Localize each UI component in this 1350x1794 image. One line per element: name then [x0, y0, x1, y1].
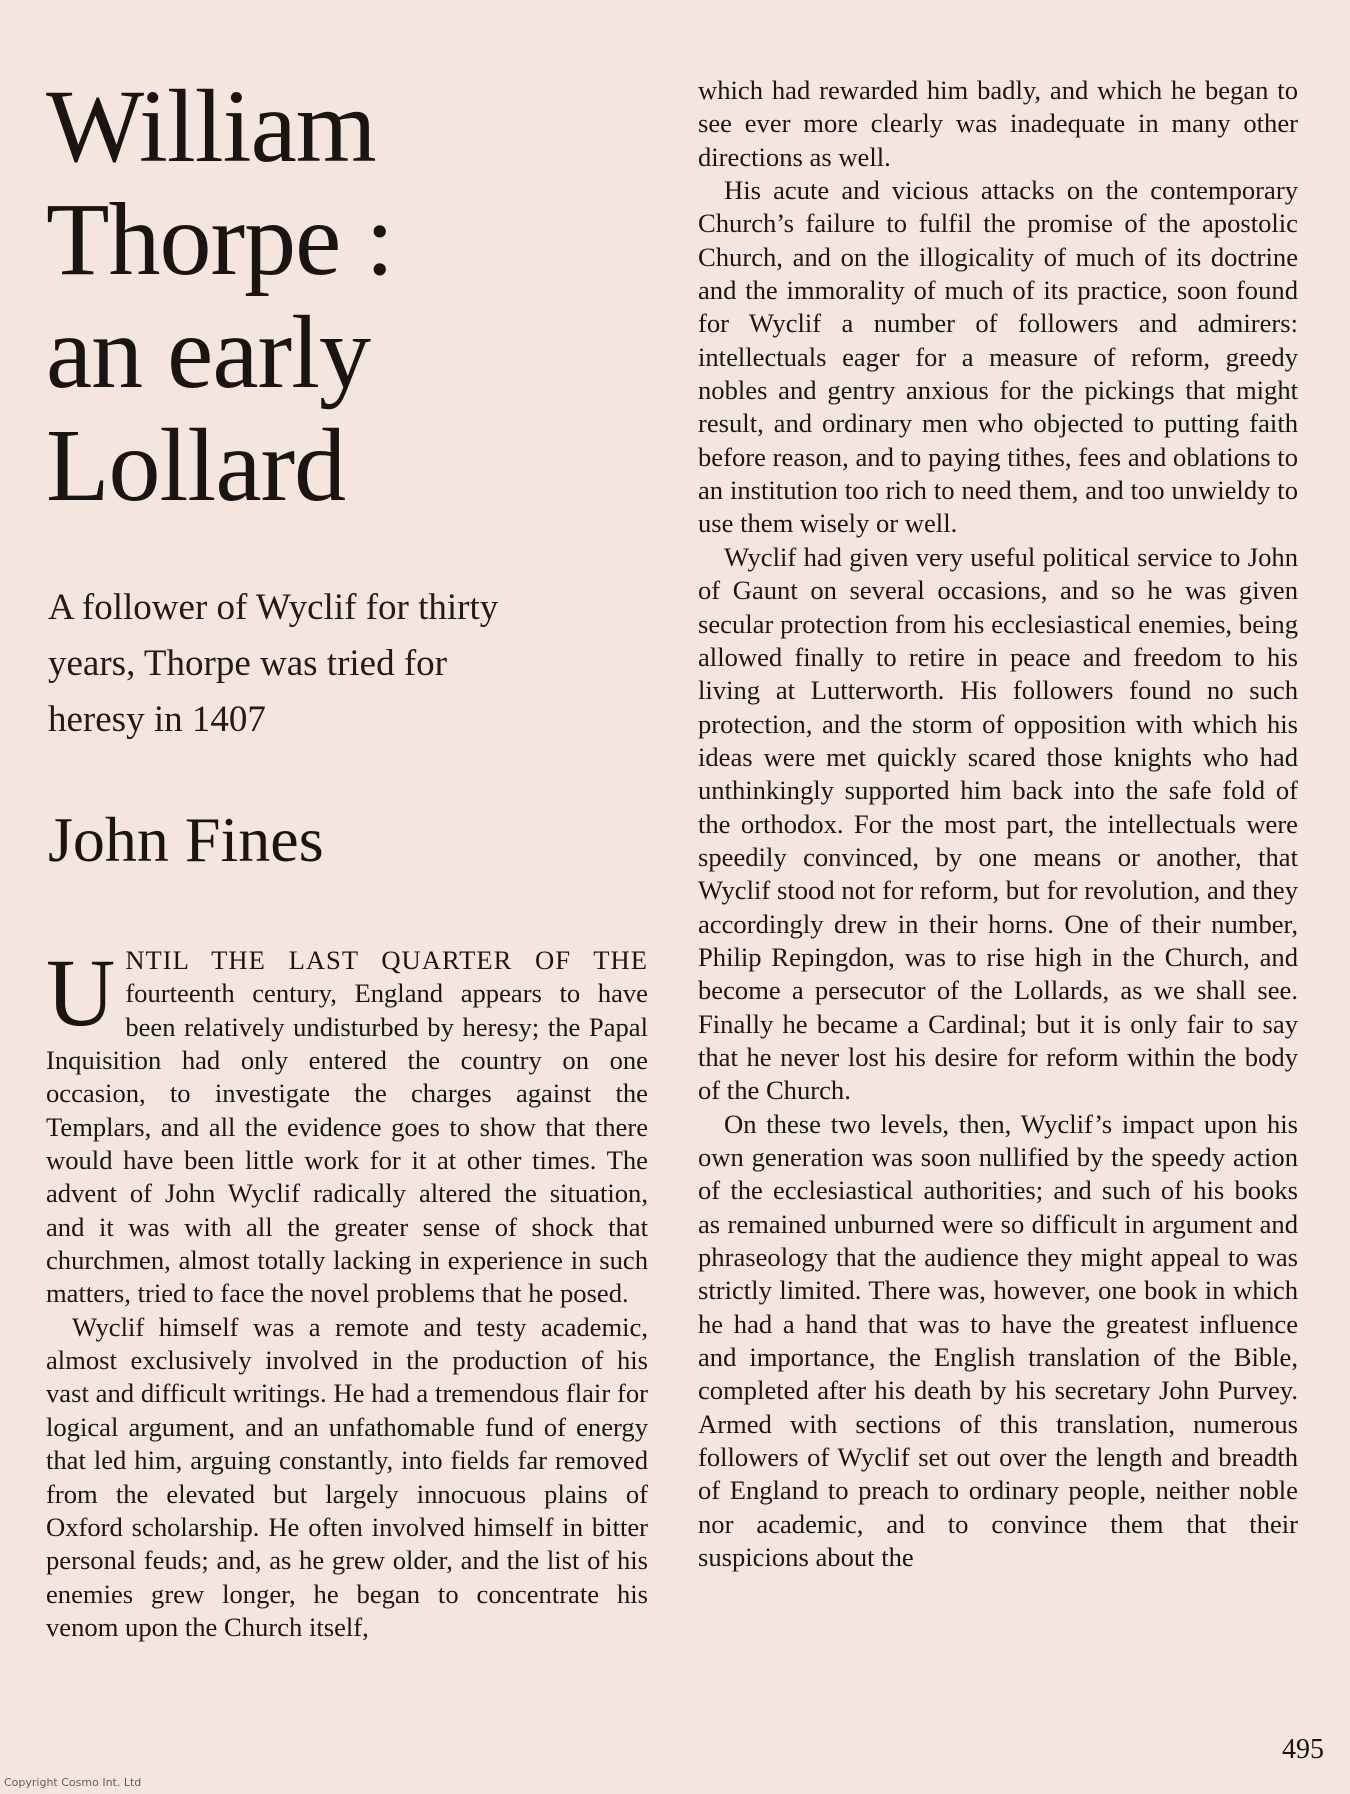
author-byline: John Fines [48, 804, 324, 875]
title-line: Thorpe : [46, 182, 394, 297]
body-paragraph: Wyclif himself was a remote and testy academic, almost exclusively involved in the production of his vast and difficult writings. He had a tremendous flair for logical argument, and an unfathomable fund of energy that led him, arguing constantly, into fields far removed from the elevated but largely innocuous plains of Oxford scholarship. He often involved himself in bitter personal feuds; and, as he grew older, and the list of his enemies grew longer, he began to concentrate his venom upon the Church itself, [46, 1311, 648, 1642]
drop-cap: U [46, 939, 116, 1046]
body-paragraph [46, 939, 648, 1311]
title-line: Lollard [46, 408, 346, 523]
opening-small-caps: NTIL THE LAST QUARTER OF THE [125, 945, 648, 975]
body-column-left [46, 939, 648, 1644]
body-paragraph: His acute and vicious attacks on the contemporary Church’s failure to fulfil the promise of the apostolic Church, and on the illogicality of much of its doctrine and the immorality of much of its practice, soon found for Wyclif a number of followers and admirers: intellectuals eager for a measure of reform, greedy nobles and gentry anxious for the pickings that might result, and ordinary men who objected to putting faith before reason, and to paying tithes, fees and oblations to an institution too rich to need them, and too unwieldy to use them wisely or well. [698, 175, 1298, 539]
page-number: 495 [1282, 1734, 1324, 1765]
paragraph-text: fourteenth century, England appears to have been relatively undisturbed by heresy; the Papal Inquisition had only entered the country on one occasion, to investigate the charges against the Templars, and all the evidence goes to show that there would have been little work for it at other times. The advent of John Wyclif radically altered the situation, and it was with all the greater sense of shock that churchmen, almost totally lacking in experience in such matters, tried to face the novel problems that he posed. [46, 978, 648, 1309]
copyright-notice: Copyright Cosmo Int. Ltd [4, 1776, 142, 1789]
title-line: William [46, 69, 376, 184]
body-paragraph: Wyclif had given very useful political service to John of Gaunt on several occasions, and so he was given secular protection from his ecclesiastical enemies, being allowed finally to retire in peace and freedom to his living at Lutterworth. His followers found no such protection, and the storm of opposition with which his ideas were met quickly scared those knights who had unthinkingly supported him back into the safe fold of the orthodox. For the most part, the intellectuals were speedily convinced, by one means or another, that Wyclif stood not for reform, but for revolution, and they accordingly drew in their horns. One of their number, Philip Repingdon, was to rise high in the Church, and become a persecutor of the Lollards, as we shall see. Finally he became a Cardinal; but it is only fair to say that he never lost his desire for reform within the body of the Church. [698, 541, 1298, 1106]
title-line: an early [46, 295, 371, 410]
article-standfirst: A follower of Wyclif for thirty years, Thorpe was tried for heresy in 1407 [48, 587, 499, 740]
article-title [46, 70, 606, 522]
body-paragraph: On these two levels, then, Wyclif’s impact upon his own generation was soon nullified by the speedy action of the ecclesiastical authorities; and such of his books as remained unburned were so difficult in argument and phraseology that the audience they might appeal to was strictly limited. There was, however, one book in which he had a hand that was to have the greatest influence and importance, the English translation of the Bible, completed after his death by his secretary John Purvey. Armed with sections of this translation, numerous followers of Wyclif set out over the length and breadth of England to preach to ordinary people, neither noble nor academic, and to convince them that their suspicions about the [698, 1108, 1298, 1573]
body-column-right [698, 74, 1298, 1574]
body-paragraph-continued: which had rewarded him badly, and which he began to see ever more clearly was inadequate in many other directions as well. [698, 75, 1298, 172]
